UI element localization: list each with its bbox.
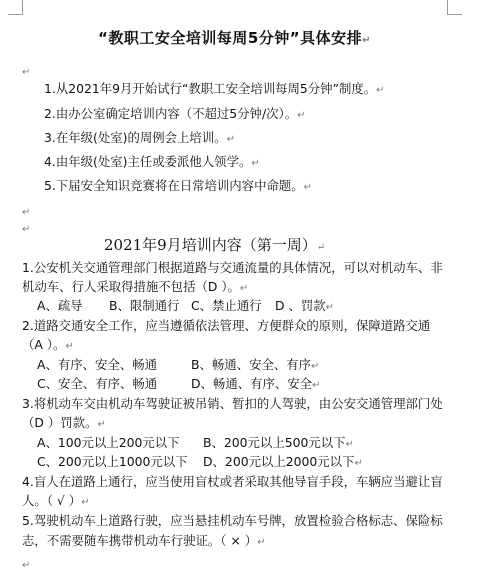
question-2-options-row-1: A、有序、安全、畅通 B、畅通、安全、有序↵ xyxy=(37,357,320,372)
question-2-options-row-2: C、安全、有序、畅通 D、畅通、有序、安全↵ xyxy=(37,376,321,391)
option-c: C、安全、有序、畅通 xyxy=(37,376,158,391)
option-d: D、畅通、有序、安全 xyxy=(191,376,313,391)
arrangement-item: 1.从2021年9月开始试行“教职工安全培训每周5分钟”制度。↵ xyxy=(44,81,385,96)
arrangement-item: 5.下届安全知识竞赛将在日常培训内容中命题。↵ xyxy=(44,178,313,193)
section-title: 2021年9月培训内容（第一周）↵ xyxy=(104,236,326,254)
question-3-stem: 3.将机动车交由机动车驾驶证被吊销、暂扣的人驾驶，由公安交通管理部门处 xyxy=(22,396,443,411)
question-1-stem: 1.公安机关交通管理部门根据道路与交通流量的具体情况，可以对机动车、非 xyxy=(22,260,443,275)
arrangement-item: 4.由年级(处室)主任或委派他人领学。↵ xyxy=(44,154,260,169)
empty-paragraph: ↵ xyxy=(22,224,31,235)
page-corner-top-right xyxy=(447,0,462,15)
page-corner-top-left xyxy=(8,0,23,15)
arrangement-item: 2.由办公室确定培训内容（不超过5分钟/次）。↵ xyxy=(44,106,306,121)
question-2-stem: 2.道路交通安全工作，应当遵循依法管理、方便群众的原则，保障道路交通 xyxy=(22,318,431,333)
question-5-stem: 5.驾驶机动车上道路行驶，应当悬挂机动车号牌，放置检验合格标志、保险标 xyxy=(22,513,443,528)
option-c: C、200元以上1000元以下 xyxy=(37,454,188,469)
option-d: D 、罚款 xyxy=(275,298,326,313)
option-a: A、疏导 xyxy=(37,298,83,313)
question-3-options-row-1: A、100元以上200元以下 B、200元以上500元以下↵ xyxy=(37,435,354,450)
empty-paragraph: ↵ xyxy=(22,207,31,218)
empty-paragraph: ↵ xyxy=(22,560,31,571)
empty-paragraph: ↵ xyxy=(22,67,31,78)
question-1-options: A、疏导 B、限制通行 C、禁止通行 D 、罚款↵ xyxy=(37,298,335,313)
option-c: C、禁止通行 xyxy=(191,298,262,313)
option-a: A、有序、安全、畅通 xyxy=(37,357,157,372)
question-4-stem-cont: 人。（ √ ）↵ xyxy=(22,493,90,508)
question-3-options-row-2: C、200元以上1000元以下 D、200元以上2000元以下↵ xyxy=(37,454,363,469)
document-title: “教职工安全培训每周5分钟”具体安排↵ xyxy=(98,29,372,47)
option-b: B、限制通行 xyxy=(109,298,180,313)
option-b: B、200元以上500元以下 xyxy=(203,435,346,450)
option-d: D、200元以上2000元以下 xyxy=(203,454,355,469)
option-b: B、畅通、安全、有序 xyxy=(191,357,312,372)
question-4-stem: 4.盲人在道路上通行，应当使用盲杖或者采取其他导盲手段，车辆应当避让盲 xyxy=(22,474,443,489)
question-2-stem-cont: （A ）。↵ xyxy=(22,337,74,352)
option-a: A、100元以上200元以下 xyxy=(37,435,180,450)
question-3-stem-cont: （D ）罚款。↵ xyxy=(22,415,106,430)
arrangement-item: 3.在年级(处室)的周例会上培训。↵ xyxy=(44,130,235,145)
question-5-stem-cont: 志，不需要随车携带机动车行驶证。（ × ）↵ xyxy=(22,533,266,548)
question-1-stem-cont: 机动车、行人采取得措施不包括（D ）。↵ xyxy=(22,279,249,294)
